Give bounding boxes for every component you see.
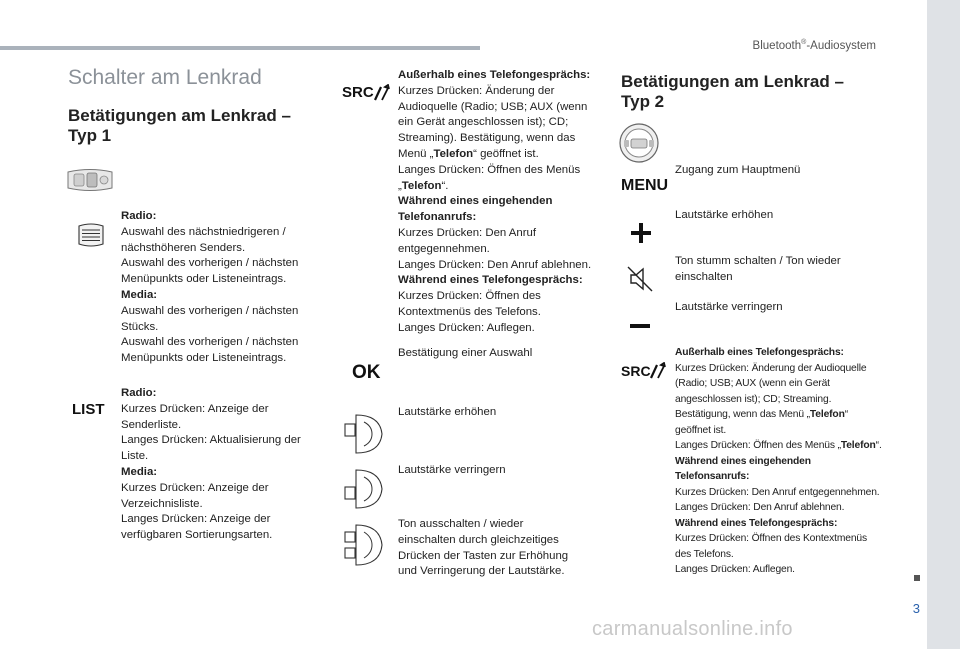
watermark: carmanualsonline.info: [592, 618, 793, 640]
plus-icon: [629, 221, 653, 245]
volume-up-rocker-icon: [342, 412, 386, 456]
type1-heading: Betätigungen am Lenkrad – Typ 1: [68, 106, 291, 145]
type1-thumbwheel-description: Radio: Auswahl des nächstniedrigeren / nächsthöheren Senders. Auswahl des vorherigen / nächsten Menüpunkts oder Listeneintrags. Media: Auswahl des vorherigen / nächsten Stücks. Auswahl des vorherigen / nächsten Menüpunkts oder Listeneintrags.: [121, 210, 299, 365]
ok-button-label: OK: [352, 362, 381, 383]
mute-speaker-icon: [625, 264, 655, 294]
volume-down-description: Lautstärke verringern: [398, 464, 506, 476]
ok-description: Bestätigung einer Auswahl: [398, 347, 533, 359]
middle-src-description: Außerhalb eines Telefongesprächs: Kurzes Drücken: Änderung der Audioquelle (Radio; USB; AUX (wenn ein Gerät angeschlossen ist); CD; Streaming). Bestätigung, wenn das Menü „Telefon“ geöffnet ist. Langes Drücken: Öffnen des Menüs „Telefon“. Während eines eingehenden Telefonanrufs: Kurzes Drücken: Den Anruf entgegennehmen. Langes Drücken: Den Anruf ablehnen. Während eines Telefongesprächs: Kurzes Drücken: Öffnen des Kontextmenüs des Telefons. Langes Drücken: Auflegen.: [398, 69, 592, 334]
type2-mute-description: Ton stumm schalten / Ton wieder einschalten: [675, 255, 841, 283]
type1-list-description: Radio: Kurzes Drücken: Anzeige der Senderliste. Langes Drücken: Aktualisierung der Liste. Media: Kurzes Drücken: Anzeige der Verzeichnisliste. Langes Drücken: Anzeige der verfügbaren Sortierungsarten.: [121, 387, 301, 542]
volume-down-rocker-icon: [342, 467, 386, 511]
mute-rocker-icon: [342, 522, 386, 568]
thumbwheel-icon: [77, 222, 105, 248]
end-marker-square: [914, 575, 920, 581]
src-phone-slash-icon: [372, 84, 390, 102]
minus-icon: [630, 324, 650, 328]
type2-src-button-label: SRC: [621, 363, 651, 379]
chapter-title: Bluetooth®-Audiosystem: [752, 39, 876, 52]
steering-wheel-icon: [618, 122, 660, 164]
volume-up-description: Lautstärke erhöhen: [398, 406, 497, 418]
list-button-label: LIST: [72, 401, 105, 418]
mute-description: Ton ausschalten / wieder einschalten durch gleichzeitiges Drücken der Tasten zur Erhöhung und Verringerung der Lautstärke.: [398, 518, 569, 578]
header-rule: [0, 46, 480, 50]
steering-control-pad-icon: [66, 168, 114, 192]
type2-heading: Betätigungen am Lenkrad – Typ 2: [621, 72, 844, 111]
type2-src-description: Außerhalb eines Telefongesprächs: Kurzes Drücken: Änderung der Audioquelle (Radio; USB; AUX (wenn ein Gerät angeschlossen ist); CD; Streaming. Bestätigung, wenn das Menü „Telefon“ geöffnet ist. Langes Drücken: Öffnen des Menüs „Telefon“. Während eines eingehenden Telefonsanrufs: Kurzes Drücken: Den Anruf entgegennehmen. Langes Drücken: Den Anruf ablehnen. Während eines Telefongesprächs: Kurzes Drücken: Öffnen des Kontextmenüs des Telefons. Langes Drücken: Auflegen.: [675, 347, 882, 575]
plus-description: Lautstärke erhöhen: [675, 209, 774, 221]
section-title: Schalter am Lenkrad: [68, 66, 262, 89]
type2-src-phone-slash-icon: [648, 362, 666, 380]
page-side-tab: [927, 0, 960, 649]
src-button-label: SRC: [342, 84, 374, 101]
menu-description: Zugang zum Hauptmenü: [675, 164, 801, 176]
menu-button-label: MENU: [621, 177, 669, 194]
minus-description: Lautstärke verringern: [675, 301, 783, 313]
page-number: 3: [912, 601, 920, 616]
